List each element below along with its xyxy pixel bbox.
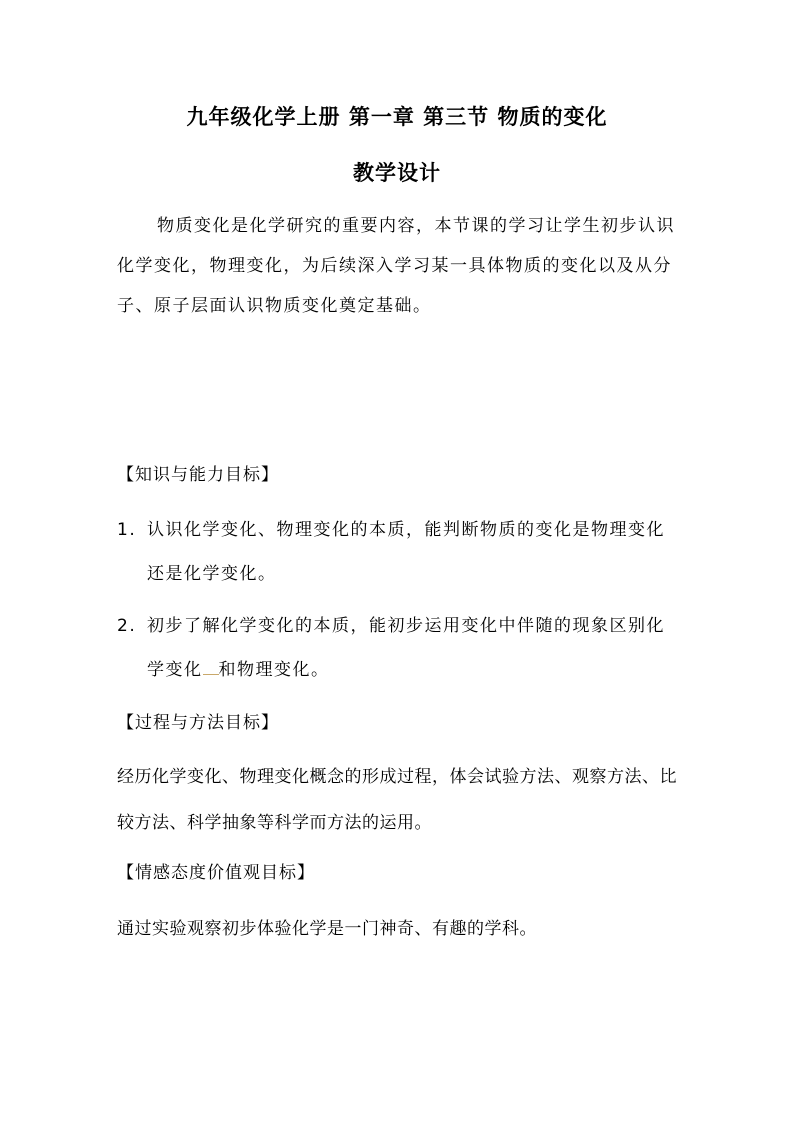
list-item-text: 认识化学变化、物理变化的本质，能判断物质的变化是物理变化还是化学变化。: [147, 520, 665, 584]
list-item-text: 初步了解化学变化的本质，能初步运用变化中伴随的现象区别化学变化: [147, 616, 665, 680]
process-goals-heading: 【过程与方法目标】: [117, 713, 279, 733]
underline-mark: [203, 673, 219, 675]
document-subtitle: 教学设计: [353, 160, 441, 185]
list-number: 2.: [117, 616, 137, 636]
list-number: 1.: [117, 520, 137, 540]
list-item-text-end: 和物理变化。: [218, 660, 330, 680]
knowledge-goal-item-1: [117, 508, 677, 596]
knowledge-goal-item-2: [117, 604, 677, 692]
knowledge-goals-heading: 【知识与能力目标】: [117, 465, 279, 485]
intro-paragraph: 物质变化是化学研究的重要内容，本节课的学习让学生初步认识化学变化，物理变化，为后续深入学习某一具体物质的变化以及从分子、原子层面认识物质变化奠定基础。: [117, 216, 675, 316]
document-title: 九年级化学上册 第一章 第三节 物质的变化: [186, 104, 608, 129]
process-goals-text: 经历化学变化、物理变化概念的形成过程，体会试验方法、观察方法、比较方法、科学抽象等科学而方法的运用。: [117, 767, 677, 833]
emotion-goals-text: 通过实验观察初步体验化学是一门神奇、有趣的学科。: [117, 919, 537, 939]
emotion-goals-heading: 【情感态度价值观目标】: [117, 863, 315, 883]
